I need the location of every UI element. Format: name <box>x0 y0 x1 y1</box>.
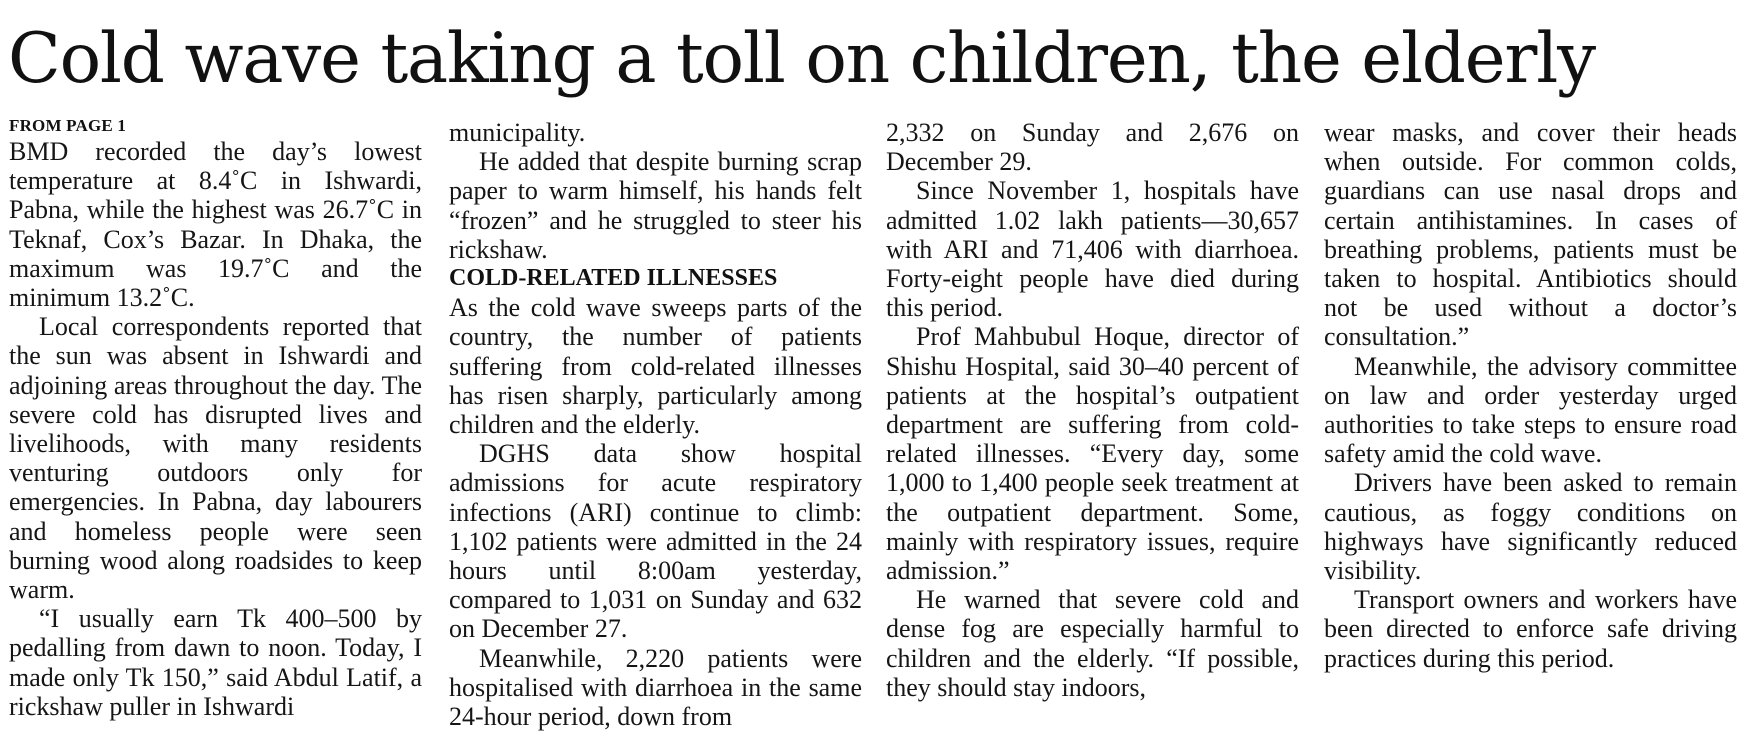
subheading: COLD-RELATED ILLNESSES <box>449 265 778 292</box>
paragraph: BMD recorded the day’s lowest temperature at 8.4˚C in Ishwardi, Pabna, while the highest was 26.7˚C in Teknaf, Cox’s Bazar. In Dhaka, the maximum was 19.7˚C and the minimum 13.2˚C. <box>9 137 422 313</box>
paragraph: Transport owners and workers have been directed to enforce safe driving practices during this period. <box>1324 585 1737 673</box>
paragraph: Since November 1, hospitals have admitted 1.02 lakh patients—30,657 with ARI and 71,406 with diarrhoea. Forty-eight people have died during this period. <box>886 176 1299 323</box>
paragraph: He added that despite burning scrap paper to warm himself, his hands felt “frozen” and he struggled to steer his rickshaw. <box>449 147 862 264</box>
article-column-2 <box>449 118 862 731</box>
paragraph: “I usually earn Tk 400–500 by pedalling from dawn to noon. Today, I made only Tk 150,” said Abdul Latif, a rickshaw puller in Ishwardi <box>9 604 422 721</box>
paragraph-continued: municipality. <box>449 118 586 147</box>
paragraph: Meanwhile, the advisory committee on law and order yesterday urged authorities to take steps to ensure road safety amid the cold wave. <box>1324 351 1737 469</box>
paragraph: Meanwhile, 2,220 patients were hospitalised with diarrhoea in the same 24-hour period, down from <box>449 643 862 732</box>
paragraph: Local correspondents reported that the sun was absent in Ishwardi and adjoining areas throughout the day. The severe cold has disrupted lives and livelihoods, with many residents venturing outdoors only for emergencies. In Pabna, day labourers and homeless people were seen burning wood along roadsides to keep warm. <box>9 312 422 605</box>
article-column-1 <box>9 116 422 721</box>
paragraph-continued: wear masks, and cover their heads when outside. For common colds, guardians can use nasal drops and certain antihistamines. In cases of breathing problems, patients must be taken to hospital. Antibiotics should not be used without a doctor’s consultation.” <box>1324 118 1737 352</box>
paragraph-continued: 2,332 on Sunday and 2,676 on December 29. <box>886 118 1299 177</box>
article-column-3 <box>886 118 1299 702</box>
paragraph: DGHS data show hospital admissions for acute respiratory infections (ARI) continue to climb: 1,102 patients were admitted in the 24 hours until 8:00am yesterday, compared to 1,031 on Sunday and 632 on December 27. <box>449 439 862 644</box>
paragraph: Drivers have been asked to remain cautious, as foggy conditions on highways have significantly reduced visibility. <box>1324 468 1737 586</box>
paragraph: As the cold wave sweeps parts of the country, the number of patients suffering from cold-related illnesses has risen sharply, particularly among children and the elderly. <box>449 293 862 440</box>
from-page-kicker: FROM PAGE 1 <box>9 116 127 135</box>
article-column-4 <box>1324 118 1737 673</box>
paragraph: He warned that severe cold and dense fog are especially harmful to children and the elderly. “If possible, they should stay indoors, <box>886 585 1299 702</box>
paragraph: Prof Mahbubul Hoque, director of Shishu Hospital, said 30–40 percent of patients at the hospital’s outpatient department are suffering from cold-related illnesses. “Every day, some 1,000 to 1,400 people seek treatment at the outpatient department. Some, mainly with respiratory issues, require admission.” <box>886 322 1299 586</box>
headline: Cold wave taking a toll on children, the elderly <box>8 19 1595 99</box>
